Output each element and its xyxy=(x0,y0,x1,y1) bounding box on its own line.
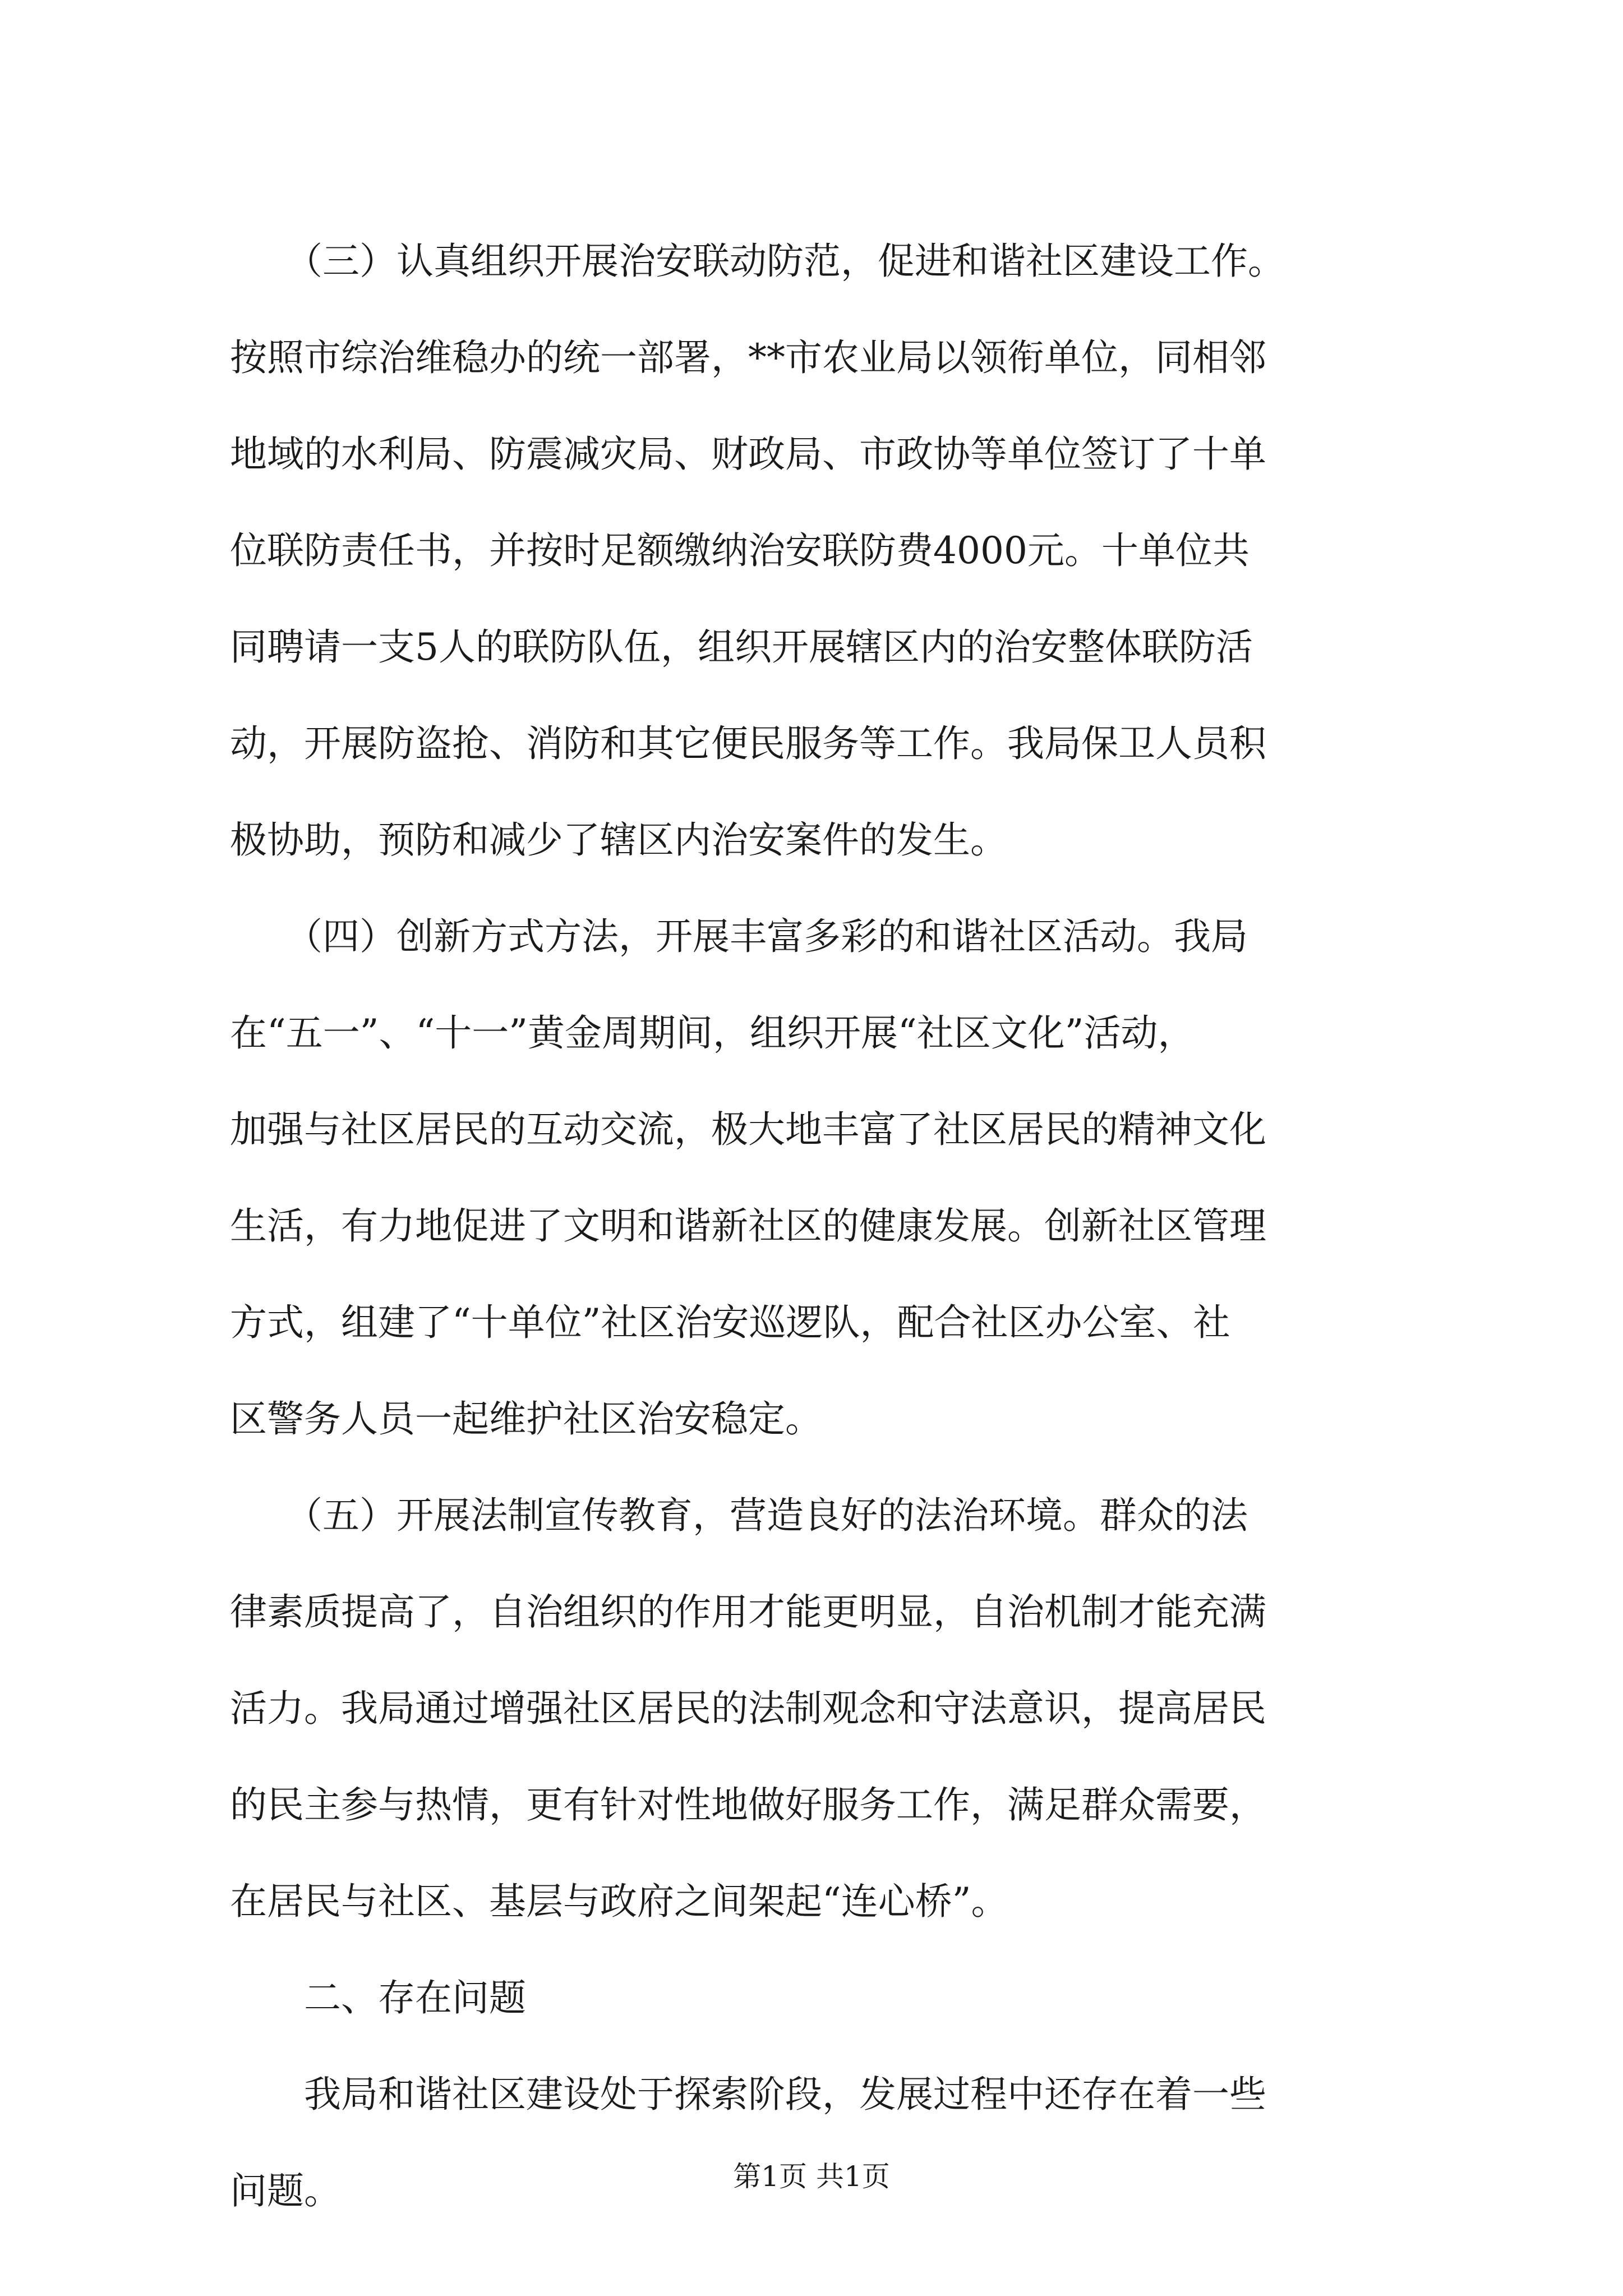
text-line: 生活，有力地促进了文明和谐新社区的健康发展。创新社区管理 xyxy=(230,1204,1266,1248)
text-line: 问题。 xyxy=(230,2169,341,2212)
text-line: 在“五一”、“十一”黄金周期间，组织开展“社区文化”活动， xyxy=(230,1011,1195,1055)
text-line: 动，开展防盗抢、消防和其它便民服务等工作。我局保卫人员积 xyxy=(230,722,1266,765)
text-line: 在居民与社区、基层与政府之间架起“连心桥”。 xyxy=(230,1880,1008,1923)
text-line: （五）开展法制宣传教育，营造良好的法治环境。群众的法 xyxy=(230,1494,1248,1537)
text-line: 位联防责任书，并按时足额缴纳治安联防费4000元。十单位共 xyxy=(230,529,1249,572)
text-line: 地域的水利局、防震减灾局、财政局、市政协等单位签订了十单 xyxy=(230,432,1266,476)
page-footer: 第1页 共1页 xyxy=(733,2160,890,2193)
text-line: 的民主参与热情，更有针对性地做好服务工作，满足群众需要， xyxy=(230,1783,1266,1826)
text-line: （四）创新方式方法，开展丰富多彩的和谐社区活动。我局 xyxy=(230,915,1248,958)
text-line: 按照市综治维稳办的统一部署，**市农业局以领衔单位，同相邻 xyxy=(230,336,1266,379)
text-line: 区警务人员一起维护社区治安稳定。 xyxy=(230,1397,822,1441)
text-line: （三）认真组织开展治安联动防范，促进和谐社区建设工作。 xyxy=(230,240,1285,283)
text-line: 活力。我局通过增强社区居民的法制观念和守法意识，提高居民 xyxy=(230,1687,1266,1730)
text-line: 律素质提高了，自治组织的作用才能更明显，自治机制才能充满 xyxy=(230,1590,1266,1634)
text-line: 方式，组建了“十单位”社区治安巡逻队，配合社区办公室、社 xyxy=(230,1301,1230,1344)
text-line: 极协助，预防和减少了辖区内治安案件的发生。 xyxy=(230,818,1007,862)
document-body xyxy=(230,213,1430,2239)
section-heading: 二、存在问题 xyxy=(230,1976,526,2019)
text-line: 同聘请一支5人的联防队伍，组织开展辖区内的治安整体联防活 xyxy=(230,625,1253,669)
text-line: 我局和谐社区建设处于探索阶段，发展过程中还存在着一些 xyxy=(230,2073,1266,2116)
text-line: 加强与社区居民的互动交流，极大地丰富了社区居民的精神文化 xyxy=(230,1108,1266,1151)
